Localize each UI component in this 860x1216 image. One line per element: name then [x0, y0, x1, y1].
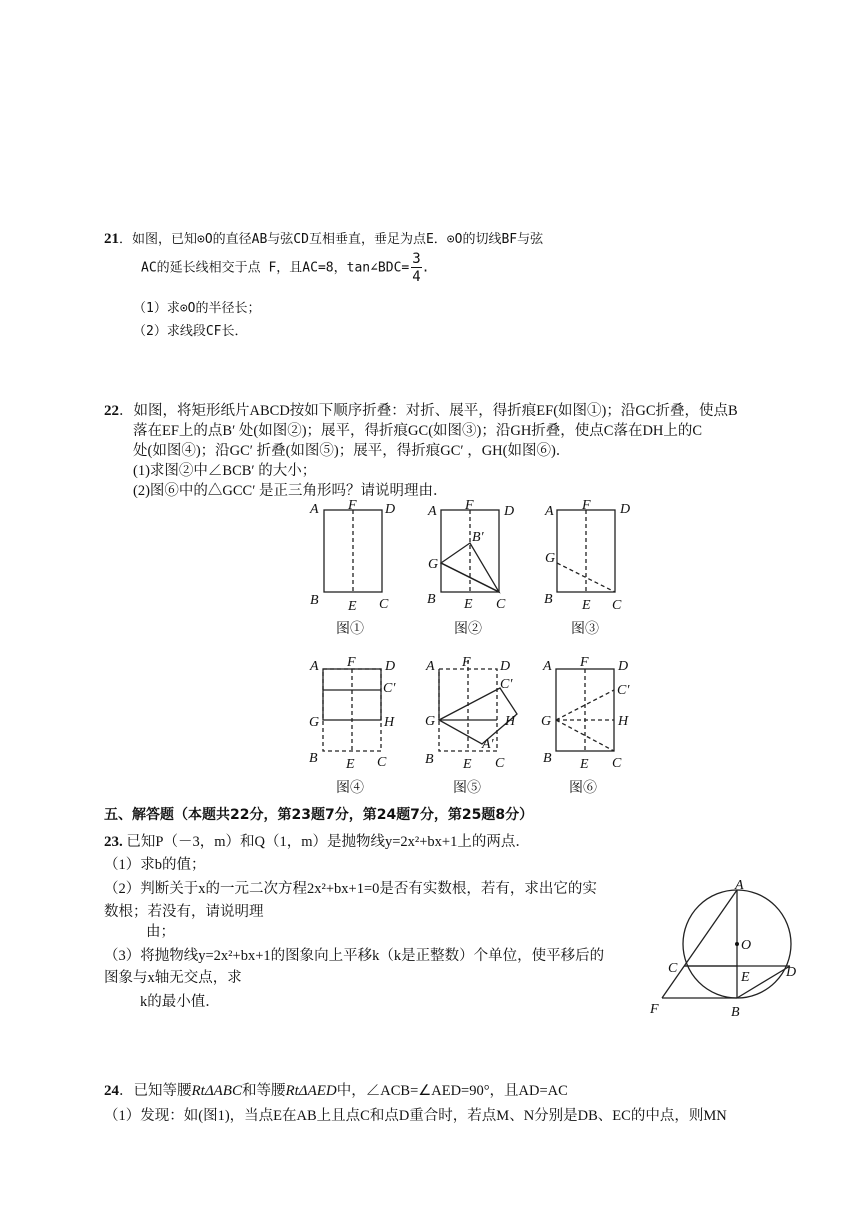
circle-label-b: B — [731, 1005, 740, 1020]
fig3-label-d: D — [620, 502, 631, 517]
line-af — [662, 890, 737, 998]
fig3-label-b: B — [544, 592, 553, 607]
q23-sub2c: 由； — [146, 924, 175, 940]
fig5-caption: 图⑤ — [453, 781, 481, 795]
q21-text-2: AC的延长线相交于点 F，且AC=8，tan∠BDC= — [141, 260, 410, 276]
fig4-label-d: D — [385, 659, 396, 674]
fig6-rect — [556, 669, 614, 751]
q24-line1 — [104, 1079, 568, 1100]
fig2-label-c: C — [496, 597, 506, 612]
q24-number: 24 — [104, 1083, 119, 1099]
fig2-label-f: F — [465, 498, 474, 513]
center-point-o — [735, 942, 739, 946]
circle-label-e: E — [741, 970, 750, 985]
fig3-label-g: G — [545, 551, 556, 566]
q24-triangle-abc: RtΔABC — [191, 1083, 242, 1099]
circle-figure — [640, 875, 810, 1020]
fig3-label-a: A — [545, 504, 554, 519]
fig5-label-h: H — [505, 714, 516, 729]
fig6-label-c: C — [612, 756, 622, 771]
q21-sub2: （2）求线段CF长． — [133, 324, 248, 339]
circle-label-f: F — [650, 1002, 659, 1017]
q21-text-2-end: . — [421, 260, 430, 276]
q23-sub3c: k的最小值． — [140, 994, 220, 1010]
q21-line2 — [141, 252, 430, 284]
fig4-rect — [323, 669, 381, 751]
fig2-caption: 图② — [454, 622, 482, 637]
fig1-label-a: A — [310, 502, 319, 517]
fig4-label-c-prime: C′ — [383, 681, 396, 696]
fig5-label-d: D — [500, 659, 511, 674]
circle-label-a: A — [735, 878, 744, 893]
fig5-label-f: F — [462, 655, 471, 670]
fig3-rect — [557, 510, 615, 592]
q22-line1 — [104, 399, 738, 420]
fig1-label-e: E — [348, 599, 357, 614]
q22-sub2: (2)图⑥中的△GCC′ 是正三角形吗？请说明理由． — [133, 483, 448, 499]
fig2-label-a: A — [428, 504, 437, 519]
fig4-caption: 图④ — [336, 781, 364, 795]
q21-number: 21 — [104, 231, 119, 247]
fig3-label-c: C — [612, 598, 622, 613]
fig6-label-g: G — [541, 714, 552, 729]
fig6-label-f: F — [580, 655, 589, 670]
fig5-label-g: G — [425, 714, 436, 729]
q23-sub3b: 图象与x轴无交点，求 — [104, 970, 242, 986]
q24-text-1c: 中，∠ACB=∠AED=90°，且AD=AC — [336, 1083, 568, 1099]
q22-sub1: (1)求图②中∠BCB′ 的大小； — [133, 463, 317, 479]
fig4-label-g: G — [309, 715, 320, 730]
fig2-rect — [441, 510, 499, 592]
fig4-label-f: F — [347, 655, 356, 670]
section-5-heading: 五、解答题（本题共22分，第23题7分，第24题7分，第25题8分） — [104, 807, 534, 823]
fig1-label-b: B — [310, 593, 319, 608]
fig6-caption: 图⑥ — [569, 781, 597, 795]
q24-text-1a: ．已知等腰 — [119, 1083, 192, 1099]
q22-line3: 处(如图④)；沿GC′ 折叠(如图⑤)；展平，得折痕GC′ ，GH(如图⑥)． — [133, 443, 571, 459]
circle-label-c: C — [668, 961, 678, 976]
fig4-label-e: E — [346, 757, 355, 772]
fig2-label-e: E — [464, 597, 473, 612]
fig2-label-d: D — [504, 504, 515, 519]
q23-text-1: 已知P（－3，m）和Q（1，m）是抛物线y=2x²+bx+1上的两点． — [126, 834, 530, 850]
fig1-caption: 图① — [336, 622, 364, 637]
q24-line2: （1）发现：如(图1)，当点E在AB上且点C和点D重合时，若点M、N分别是DB、EC的中点，则MN — [104, 1108, 727, 1124]
fig5-label-a: A — [426, 659, 435, 674]
folding-figures — [300, 495, 645, 795]
q21-text-1: ．如图，已知⊙O的直径AB与弦CD互相垂直，垂足为点E．⊙O的切线BF与弦 — [119, 232, 544, 247]
fig6-label-h: H — [618, 714, 629, 729]
fig2-label-b-prime: B′ — [472, 530, 484, 545]
fig1-label-f: F — [348, 498, 357, 513]
fig6-label-d: D — [618, 659, 629, 674]
fig6-label-b: B — [543, 751, 552, 766]
circle-label-o: O — [741, 938, 752, 953]
fig6-label-c-prime: C′ — [617, 683, 630, 698]
q21-frac-den: 4 — [412, 269, 421, 285]
fig4-label-b: B — [309, 751, 318, 766]
fig3-caption: 图③ — [571, 622, 599, 637]
fig4-label-h: H — [384, 715, 395, 730]
fig2-label-g: G — [428, 557, 439, 572]
fig1-label-d: D — [385, 502, 396, 517]
fig6-label-e: E — [580, 757, 589, 772]
q22-number: 22 — [104, 403, 119, 419]
fig4-label-c: C — [377, 755, 387, 770]
fig5-label-b: B — [425, 752, 434, 767]
fig5-label-a-prime: A′ — [482, 737, 494, 752]
q23-line1 — [104, 830, 530, 851]
q24-triangle-aed: RtΔAED — [285, 1083, 337, 1099]
fig3-label-e: E — [582, 598, 591, 613]
q23-number: 23. — [104, 834, 123, 850]
fig1-label-c: C — [379, 597, 389, 612]
q21-fraction — [411, 252, 421, 284]
q24-text-1b: 和等腰 — [241, 1083, 286, 1099]
q23-sub2b: 数根；若没有，请说明理 — [104, 904, 264, 920]
q22-line2: 落在EF上的点B′ 处(如图②)；展平，得折痕GC(如图③)；沿GH折叠，使点C落在DH上的C — [133, 423, 703, 439]
q23-sub3a: （3）将抛物线y=2x²+bx+1的图象向上平移k（k是正整数）个单位，使平移后的 — [104, 948, 605, 964]
fig5-label-e: E — [463, 757, 472, 772]
circle-label-d: D — [786, 965, 797, 980]
q23-sub2a: （2）判断关于x的一元二次方程2x²+bx+1=0是否有实数根，若有，求出它的实 — [104, 881, 597, 897]
q21-line1 — [104, 228, 543, 248]
q21-sub1: （1）求⊙O的半径长； — [133, 301, 261, 316]
fig2-label-b: B — [427, 592, 436, 607]
fig5-label-c-prime: C′ — [500, 677, 513, 692]
fig6-label-a: A — [543, 659, 552, 674]
fig1-rect — [324, 510, 382, 592]
fig4-label-a: A — [310, 659, 319, 674]
q22-text-1: ．如图，将矩形纸片ABCD按如下顺序折叠：对折、展平，得折痕EF(如图①)；沿GC折叠，使点B — [119, 403, 738, 419]
fig3-label-f: F — [582, 498, 591, 513]
q23-sub1: （1）求b的值； — [104, 857, 206, 873]
fig5-label-c: C — [495, 756, 505, 771]
q21-frac-num: 3 — [412, 251, 421, 267]
